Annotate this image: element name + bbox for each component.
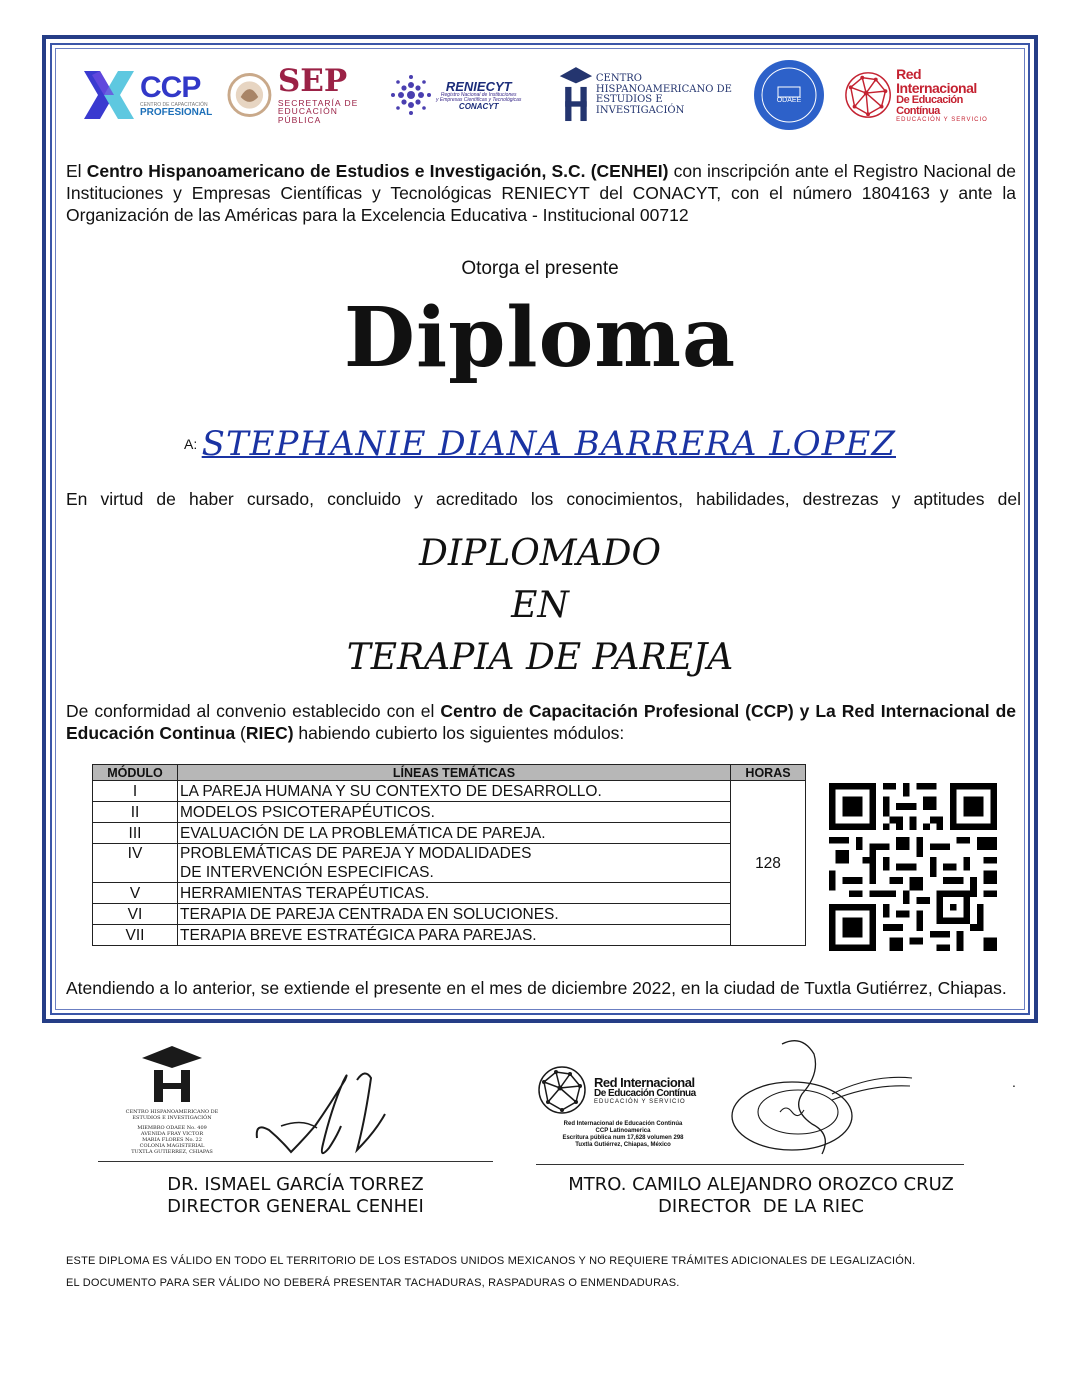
convenio-mid: (	[235, 723, 246, 743]
footer-note-1: ESTE DIPLOMA ES VÁLIDO EN TODO EL TERRITORIO DE LOS ESTADOS UNIDOS MEXICANOS Y NO REQUIERE TRÁMITES ADICIONALES DE LEGALIZACIÓN.	[66, 1255, 916, 1267]
recipient-prefix: A:	[183, 436, 198, 452]
stray-dot: .	[1012, 1074, 1016, 1090]
cenhei-logo	[558, 55, 738, 135]
sep-sub2: EDUCACIÓN PÚBLICA	[277, 106, 338, 125]
module-number: IV	[93, 844, 178, 883]
atendiendo-text: Atendiendo a lo anterior, se extiende el presente en el mes de diciembre 2022, en la ciudad de Tuxtla Gutiérrez, Chiapas.	[66, 978, 1007, 998]
sep-name: SEP	[277, 62, 348, 99]
reniecyt-logo	[390, 55, 545, 135]
signature-line-right	[536, 1164, 964, 1165]
stamp-left-line7: TUXTLA GUTIERREZ, CHIAPAS	[131, 1149, 213, 1155]
module-topic: PROBLEMÁTICAS DE PAREJA Y MODALIDADES DE INTERVENCIÓN ESPECIFICAS.	[178, 844, 731, 883]
hours-value: 128	[731, 781, 806, 946]
intro-paragraph	[66, 160, 1016, 226]
convenio-bold1: Centro de Capacitación Profesional (CCP) y La Red Internacional de Educación Continua	[66, 701, 1017, 743]
module-topic: LA PAREJA HUMANA Y SU CONTEXTO DE DESARROLLO.	[178, 781, 731, 802]
riec-line1: Red Internacional	[896, 66, 977, 96]
ccp-logo	[80, 55, 215, 135]
signature-line-left	[98, 1161, 493, 1162]
stamp-left-line2: ESTUDIOS E INVESTIGACIÓN	[132, 1115, 212, 1121]
intro-post: con inscripción ante el Registro Nacional de Instituciones y Empresas Científicas y Tecnológicas RENIECYT del CONACYT, con el número 1804163 y ante la Organización de las Américas para la Excelencia Educativa - Institucional 00712	[66, 161, 1016, 225]
stamp-left-line1: CENTRO HISPANOAMERICANO DE	[125, 1109, 219, 1115]
program-line3: TERAPIA DE PAREJA	[346, 637, 734, 678]
stamp-right-line3: EDUCACIÓN Y SERVICIO	[594, 1098, 686, 1105]
riec-logo	[843, 55, 1005, 135]
table-row	[93, 844, 806, 883]
program-line1: DIPLOMADO	[419, 533, 661, 574]
table-row	[93, 823, 806, 844]
riec-network-icon	[843, 67, 893, 123]
stamp-right-line6: Escritura pública num 17,628 volumen 298	[562, 1135, 684, 1141]
cenhei-line3: ESTUDIOS E INVESTIGACIÓN	[595, 94, 685, 116]
otorga-text: Otorga el presente	[461, 258, 619, 279]
convenio-bold2: RIEC)	[245, 723, 294, 743]
module-number: VI	[93, 904, 178, 925]
modules-table	[92, 764, 806, 946]
convenio-pre: De conformidad al convenio establecido con el	[66, 701, 441, 721]
diploma-title: Diploma	[343, 290, 737, 386]
sep-logo	[227, 55, 382, 135]
signatory-right	[536, 1174, 986, 1218]
module-number: III	[93, 823, 178, 844]
module-topic: MODELOS PSICOTERAPÉUTICOS.	[178, 802, 731, 823]
signatory-left-role: DIRECTOR GENERAL CENHEI	[167, 1196, 424, 1217]
cenhei-stamp	[118, 1040, 226, 1164]
cenhei-stamp-h-icon	[118, 1040, 226, 1104]
odaee-logo	[753, 55, 829, 135]
signatory-right-name: MTRO. CAMILO ALEJANDRO OROZCO CRUZ	[568, 1174, 954, 1195]
cenhei-line2: HISPANOAMERICANO DE	[595, 83, 732, 95]
stamp-right-line4: Red Internacional de Educación Continúa	[563, 1121, 683, 1127]
module-topic: HERRAMIENTAS TERAPÉUTICAS.	[178, 883, 731, 904]
logo-row	[75, 55, 1005, 135]
signature-right	[722, 1034, 922, 1164]
intro-org: Centro Hispanoamericano de Estudios e Investigación, S.C. (CENHEI)	[86, 161, 669, 181]
riec-line3: EDUCACIÓN Y SERVICIO	[896, 117, 988, 123]
module-topic: TERAPIA BREVE ESTRATÉGICA PARA PAREJAS.	[178, 925, 731, 946]
signatory-left	[98, 1174, 493, 1218]
cenhei-line1: CENTRO	[595, 73, 642, 84]
ccp-sub2: PROFESIONAL	[140, 106, 213, 118]
table-row	[93, 781, 806, 802]
stamp-left-line6: COLONIA MAGISTERIAL	[139, 1143, 205, 1149]
signature-left	[245, 1060, 405, 1170]
header-topics: LÍNEAS TEMÁTICAS	[178, 765, 731, 781]
riec-line2: De Educación Contínua	[896, 94, 963, 117]
ccp-name: CCP	[140, 70, 201, 104]
module-topic: TERAPIA DE PAREJA CENTRADA EN SOLUCIONES.	[178, 904, 731, 925]
odaee-name: ODAEE	[776, 97, 802, 104]
table-row	[93, 802, 806, 823]
mexico-eagle-seal-icon	[227, 67, 272, 123]
odaee-seal-icon	[753, 59, 825, 131]
ccp-x-icon	[80, 65, 138, 125]
module-number: II	[93, 802, 178, 823]
stamp-left-line5: MARIA FLORES No. 22	[142, 1137, 202, 1143]
reniecyt-sub1: Registro Nacional de Instituciones	[440, 91, 517, 98]
stamp-right-line2: De Educación Contínua	[594, 1087, 696, 1099]
stamp-right-line1: Red Internacional	[594, 1074, 695, 1090]
riec-stamp-network-icon	[534, 1062, 590, 1118]
signatory-left-name: DR. ISMAEL GARCÍA TORREZ	[167, 1174, 424, 1195]
convenio-paragraph	[66, 700, 1016, 744]
convenio-post: habiendo cubierto los siguientes módulos:	[293, 723, 625, 743]
sep-sub1: SECRETARÍA DE	[277, 97, 359, 108]
reniecyt-name: RENIECYT	[445, 78, 512, 94]
stamp-left-line3: MIEMBRO ODAEE No. 409	[137, 1125, 207, 1131]
intro-pre: El	[66, 161, 87, 181]
riec-stamp	[534, 1062, 712, 1162]
header-module: MÓDULO	[93, 765, 178, 781]
recipient-name: STEPHANIE DIANA BARRERA LOPEZ	[201, 424, 896, 464]
cenhei-h-icon	[558, 62, 594, 128]
module-number: V	[93, 883, 178, 904]
reniecyt-dots-icon	[390, 74, 432, 116]
recipient-line	[0, 424, 1080, 464]
stamp-right-line7: Tuxtla Gutiérrez, Chiapas, México	[575, 1142, 671, 1148]
table-row	[93, 904, 806, 925]
program-title	[0, 528, 1080, 684]
footer-note-2: EL DOCUMENTO PARA SER VÁLIDO NO DEBERÁ PRESENTAR TACHADURAS, RASPADURAS O ENMENDADURAS.	[66, 1277, 680, 1289]
module-number: VII	[93, 925, 178, 946]
table-row	[93, 883, 806, 904]
qr-code[interactable]	[829, 783, 997, 951]
module-topic: EVALUACIÓN DE LA PROBLEMÁTICA DE PAREJA.	[178, 823, 731, 844]
reniecyt-sub3: CONACYT	[458, 101, 499, 111]
module-number: I	[93, 781, 178, 802]
program-line2: EN	[511, 585, 569, 626]
stamp-left-line4: AVENIDA FRAY VICTOR	[140, 1131, 204, 1137]
header-hours: HORAS	[731, 765, 806, 781]
ccp-sub1: CENTRO DE CAPACITACIÓN	[140, 101, 208, 108]
signatory-right-role: DIRECTOR DE LA RIEC	[658, 1196, 864, 1217]
virtud-text: En virtud de haber cursado, concluido y acreditado los conocimientos, habilidades, destrezas y aptitudes del	[66, 489, 1021, 509]
reniecyt-sub2: y Empresas Científicas y Tecnológicas	[436, 96, 522, 103]
table-row	[93, 925, 806, 946]
stamp-right-line5: CCP Latinoamerica	[595, 1128, 651, 1134]
